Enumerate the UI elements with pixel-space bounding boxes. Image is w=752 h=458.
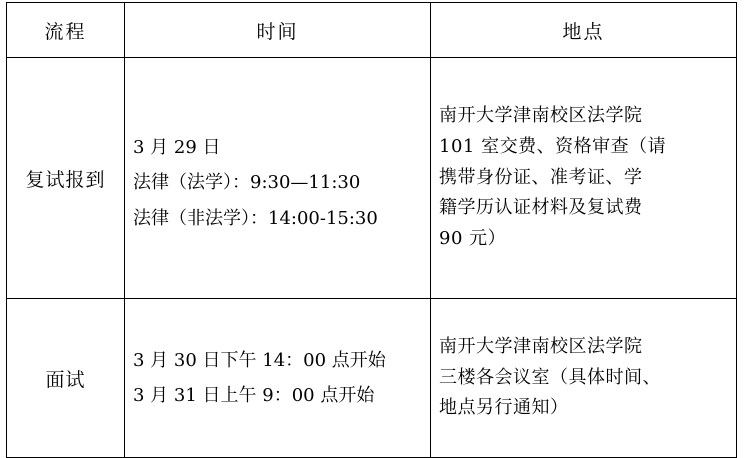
column-header-place: 地点 bbox=[431, 3, 737, 58]
cell-stage-interview: 面试 bbox=[7, 299, 125, 458]
place-line: 籍学历认证材料及复试费 bbox=[439, 197, 643, 219]
place-line: 南开大学津南校区法学院 bbox=[439, 335, 643, 357]
cell-place-interview bbox=[431, 299, 737, 458]
time-line: 法律（非法学）：14:00-15:30 bbox=[133, 207, 378, 229]
table-row bbox=[7, 299, 737, 458]
table-row bbox=[7, 58, 737, 299]
cell-time-interview bbox=[125, 299, 431, 458]
time-line: 3 月 29 日 bbox=[133, 137, 221, 159]
time-line: 3 月 30 日下午 14：00 点开始 bbox=[133, 349, 386, 371]
time-line: 3 月 31 日上午 9：00 点开始 bbox=[133, 385, 375, 406]
table-body bbox=[7, 58, 737, 458]
place-line: 三楼各会议室（具体时间、 bbox=[439, 366, 661, 388]
cell-time-checkin bbox=[125, 58, 431, 299]
table-header bbox=[7, 3, 737, 58]
place-line: 90 元） bbox=[439, 228, 507, 250]
cell-stage-checkin: 复试报到 bbox=[7, 58, 125, 299]
spacer bbox=[133, 120, 422, 130]
schedule-table bbox=[6, 2, 737, 458]
column-header-time: 时间 bbox=[125, 3, 431, 58]
place-line: 携带身份证、准考证、学 bbox=[439, 166, 643, 188]
table-header-row bbox=[7, 3, 737, 58]
cell-place-checkin bbox=[431, 58, 737, 299]
document-page bbox=[0, 2, 752, 450]
place-line: 101 室交费、资格审查（请 bbox=[439, 135, 667, 157]
place-line: 地点另行通知） bbox=[439, 397, 569, 419]
column-header-stage: 流程 bbox=[7, 3, 125, 58]
time-line: 法律（法学）：9:30—11:30 bbox=[133, 172, 361, 194]
place-line: 南开大学津南校区法学院 bbox=[439, 104, 643, 126]
